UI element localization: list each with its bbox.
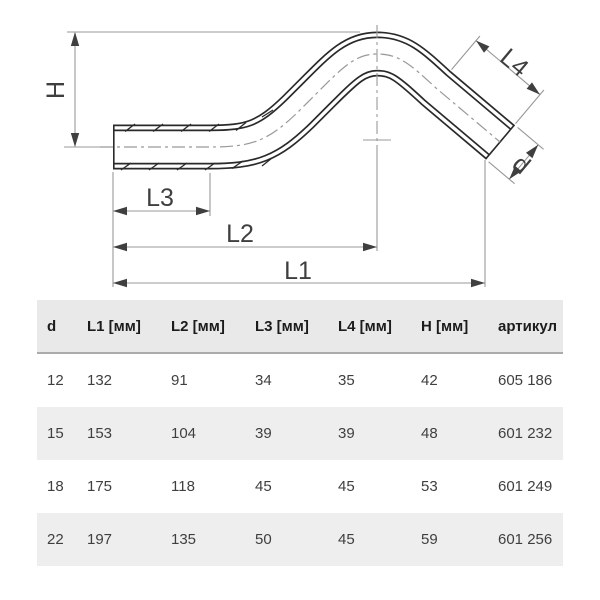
arrow-down-icon	[71, 133, 79, 147]
table-row	[37, 460, 563, 513]
arrow-up-icon	[71, 32, 79, 46]
column-header-article: артикул	[498, 317, 558, 335]
table-cell: 104	[171, 425, 197, 442]
arrow-right-icon	[196, 207, 210, 215]
arrow-left-icon	[113, 279, 127, 287]
dim-label-l2: L2	[226, 220, 254, 248]
table-cell: 91	[171, 372, 188, 389]
table-cell: 18	[47, 478, 64, 495]
dimensions-table	[37, 300, 563, 566]
table-cell: 45	[255, 478, 272, 495]
table-cell: 153	[87, 425, 113, 442]
table-cell: 39	[338, 425, 355, 442]
column-header-d: d	[47, 317, 57, 335]
arrow-left-icon	[113, 243, 127, 251]
dimension-l3	[113, 173, 210, 216]
arrow-downright-icon	[527, 82, 540, 94]
column-header-l2: L2 [мм]	[171, 317, 225, 335]
table-cell: 45	[338, 531, 355, 548]
table-cell: 34	[255, 372, 272, 389]
table-cell: 48	[421, 425, 438, 442]
table-row	[37, 513, 563, 566]
arrow-left-icon	[113, 207, 127, 215]
column-header-l3: L3 [мм]	[255, 317, 309, 335]
table-cell: 601 232	[498, 425, 553, 442]
column-header-h: H [мм]	[421, 317, 469, 335]
dim-label-d: d	[506, 149, 536, 181]
table-header-row	[37, 300, 563, 354]
table-cell: 53	[421, 478, 438, 495]
dim-label-l3: L3	[146, 184, 174, 212]
table-cell: 59	[421, 531, 438, 548]
dim-label-l4: L4	[494, 43, 534, 83]
arrow-right-icon	[363, 243, 377, 251]
table-cell: 15	[47, 425, 64, 442]
table-cell: 39	[255, 425, 272, 442]
table-cell: 197	[87, 531, 113, 548]
column-header-l1: L1 [мм]	[87, 317, 141, 335]
table-cell: 601 249	[498, 478, 553, 495]
arrow-upleft-icon	[476, 41, 489, 53]
column-header-l4: L4 [мм]	[338, 317, 392, 335]
arrow-right-icon	[471, 279, 485, 287]
table-cell: 42	[421, 372, 438, 389]
table-cell: 22	[47, 531, 64, 548]
table-row	[37, 407, 563, 460]
table-row	[37, 354, 563, 407]
dim-label-h: H	[42, 80, 70, 100]
table-cell: 135	[171, 531, 197, 548]
table-cell: 132	[87, 372, 113, 389]
table-cell: 175	[87, 478, 113, 495]
dim-label-l1: L1	[284, 257, 312, 285]
table-cell: 50	[255, 531, 272, 548]
table-cell: 601 256	[498, 531, 553, 548]
pipe-body	[100, 54, 515, 170]
table-cell: 12	[47, 372, 64, 389]
table-cell: 605 186	[498, 372, 553, 389]
dimension-l1	[113, 160, 485, 287]
table-cell: 118	[171, 478, 195, 495]
table-cell: 35	[338, 372, 355, 389]
table-cell: 45	[338, 478, 355, 495]
